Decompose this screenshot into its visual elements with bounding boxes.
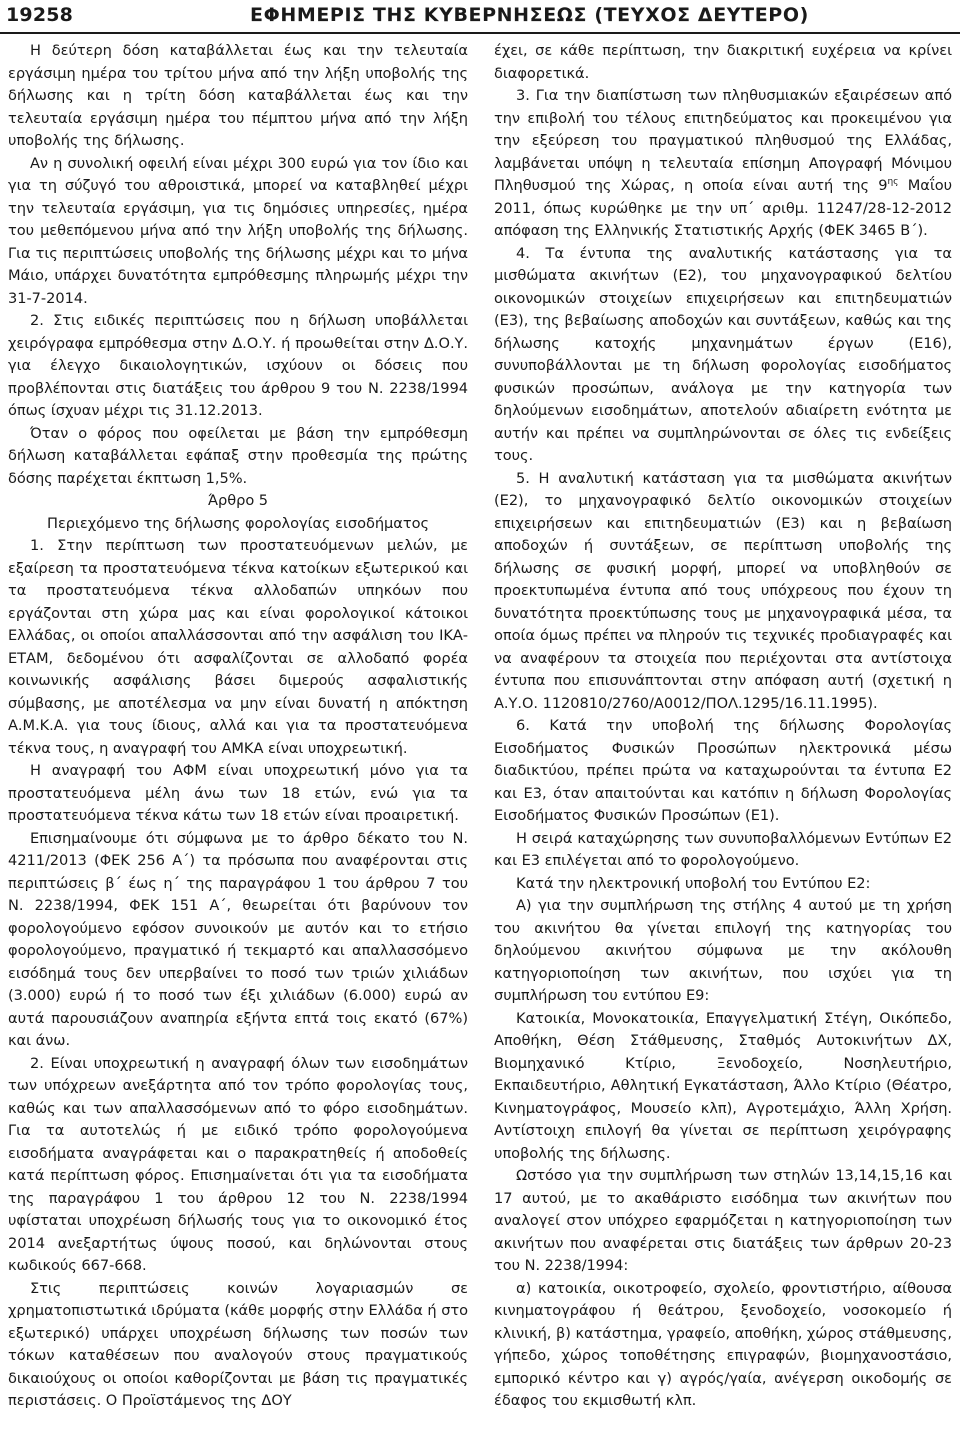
paragraph: 1. Στην περίπτωση των προστατευόμενων μελών, με εξαίρεση τα προστατευόμενα τέκνα κατοίκων εξωτερικού και τα προστατευόμενα τέκνα αλλοδαπών υπηκόων που εργάζονται στη χώρα μας και είναι φορολογικοί κάτοικοι Ελλάδας, οι οποίοι απαλλάσσονται από την ασφάλιση του ΙΚΑ-ΕΤΑΜ, δεδομένου ότι ασφαλίζονται σε αλλοδαπό φορέα κοινωνικής ασφάλισης βάσει διμερούς ασφαλιστικής σύμβασης, με αποτέλεσμα να μην είναι δυνατή η απόκτηση Α.Μ.Κ.Α. για τους ίδιους, αλλά και για τα προστατευόμενα τέκνα τους, η αναγραφή του ΑΜΚΑ είναι υποχρεωτική. <box>8 537 468 757</box>
paragraph: Αν η συνολική οφειλή είναι μέχρι 300 ευρώ για τον ίδιο και για τη σύζυγό του αθροιστικά, μπορεί να καταβληθεί μέχρι την τελευταία εργάσιμη, για τις δημόσιες υπηρεσίες, ημέρα του μεθεπόμενου μήνα από την λήξη υποβολής της δήλωσης. Για τις περιπτώσεις υποβολής της δήλωσης μέχρι και το μήνα Μάιο, υπάρχει δυνατότητα εμπρόθεσμης πληρωμής μέχρι την 31-7-2014. <box>8 154 468 307</box>
paragraph: Η δεύτερη δόση καταβάλλεται έως και την τελευταία εργάσιμη ημέρα του τρίτου μήνα από την λήξη υποβολής της δήλωσης και η τρίτη δόση καταβάλλεται έως και την τελευταία εργάσιμη ημέρα του πέμπτου μήνα από την λήξη υποβολής της δήλωσης. <box>8 42 468 149</box>
journal-title: ΕΦΗΜΕΡΙΣ ΤΗΣ ΚΥΒΕΡΝΗΣΕΩΣ (ΤΕΥΧΟΣ ΔΕΥΤΕΡΟ) <box>250 4 809 26</box>
paragraph: 6. Κατά την υποβολή της δήλωσης Φορολογίας Εισοδήματος Φυσικών Προσώπων ηλεκτρονικά μέσω διαδικτύου, πρέπει πρώτα να καταχωρούνται τα έντυπα Ε2 και Ε3, όταν απαιτούνται και κατόπιν η δήλωση Φορολογίας Εισοδήματος Φυσικών Προσώπων (Ε1). <box>494 717 952 824</box>
paragraph: α) κατοικία, οικοτροφείο, σχολείο, φροντιστήριο, αίθουσα κινηματογράφου ή θεάτρου, ξενοδοχείο, νοσοκομείο ή κλινική, β) κατάστημα, γραφείο, αποθήκη, χώρος στάθμευσης, γήπεδο, χώρος τοποθέτησης επιγραφών, βιομηχανοστάσιο, εμπορικό κέντρο και γ) αγρός/γαία, ανέγερση οικοδομής σε έδαφος του εκμισθωτή κλπ. <box>494 1279 953 1409</box>
paragraph: Α) για την συμπλήρωση της στήλης 4 αυτού με τη χρήση του ακινήτου θα γίνεται επιλογή της κατηγορίας του δηλούμενου ακινήτου σύμφωνα με την ακόλουθη κατηγοριοποίηση των ακινήτων, που ισχύει για τη συμπλήρωση του εντύπου Ε9: <box>494 897 952 1004</box>
paragraph: Στις περιπτώσεις κοινών λογαριασμών σε χρηματοπιστωτικά ιδρύματα (κάθε μορφής στην Ελλάδα ή στο εξωτερικό) υπάρχει υποχρέωση δήλωσης των ποσών των τόκων καταθέσεων που αναλογούν στους πραγματικούς δικαιούχους οι οποίοι καθορίζονται με βάση τις πραγματικές περιστάσεις. Ο Προϊστάμενος της ΔΟΥ <box>8 1279 469 1409</box>
header-rule <box>0 32 960 34</box>
right-column <box>494 40 952 1413</box>
paragraph-text: Μαΐου 2011, όπως κυρώθηκε με την υπ΄ αριθμ. 11247/28-12-2012 απόφαση της Ελληνικής Στατιστικής Αρχής (ΦΕΚ 3465 Β΄). <box>494 177 952 239</box>
article-heading: Άρθρο 5 <box>207 492 269 509</box>
paragraph: έχει, σε κάθε περίπτωση, την διακριτική ευχέρεια να κρίνει διαφορετικά. <box>494 42 952 82</box>
page-header <box>0 0 960 34</box>
paragraph-census <box>494 85 952 243</box>
paragraph: Η σειρά καταχώρησης των συνυποβαλλόμενων Εντύπων Ε2 και Ε3 επιλέγεται από το φορολογούμενο. <box>494 829 952 869</box>
paragraph: Ωστόσο για την συμπλήρωση των στηλών 13,14,15,16 και 17 αυτού, με το ακαθάριστο εισόδημα των ακινήτων που αναλογεί στον υπόχρεο εφαρμόζεται η κατηγοριοποίηση των ακινήτων που αναφέρεται στις διατάξεις των άρθρων 20-23 του Ν. 2238/1994: <box>494 1167 952 1274</box>
paragraph: Κατά την ηλεκτρονική υποβολή του Εντύπου Ε2: <box>516 874 871 892</box>
paragraph: Κατοικία, Μονοκατοικία, Επαγγελματική Στέγη, Οικόπεδο, Αποθήκη, Θέση Στάθμευσης, Σταθμός Αυτοκινήτων ΔΧ, Βιομηχανικό Κτίριο, Ξενοδοχείο, Νοσηλευτήριο, Εκπαιδευτήριο, Αθλητική Εγκατάσταση, Άλλο Κτίριο (Θέατρο, Κινηματογράφος, Μουσείο κλπ), Αγροτεμάχιο, Άλλη Χρήση. Αντίστοιχη επιλογή θα γίνεται σε περίπτωση χειρόγραφης υποβολής της δήλωσης. <box>494 1009 952 1162</box>
article-title: Περιεχόμενο της δήλωσης φορολογίας εισοδήματος <box>47 514 429 532</box>
paragraph: Επισημαίνουμε ότι σύμφωνα με το άρθρο δέκατο του Ν. 4211/2013 (ΦΕΚ 256 Α΄) τα πρόσωπα που αναφέρονται στις περιπτώσεις β΄ έως η΄ της παραγράφου 1 του άρθρου 7 του Ν. 2238/1994, ΦΕΚ 151 Α΄, θεωρείται ότι βαρύνουν τον φορολογούμενο εφόσον συνοικούν με αυτόν και το ετήσιο φορολογούμενο, πραγματικό ή τεκμαρτό και απαλλασσόμενο εισόδημά τους δεν υπερβαίνει το ποσό των τριών χιλιάδων (3.000) ευρώ ή το ποσό των έξι χιλιάδων (6.000) ευρώ αν αυτά παρουσιάζουν αναπηρία εξήντα επτά τοις εκατό (67%) και άνω. <box>8 829 468 1049</box>
ordinal-superscript: ης <box>887 177 899 188</box>
paragraph: 4. Τα έντυπα της αναλυτικής κατάστασης για τα μισθώματα ακινήτων (Ε2), του μηχανογραφικού δελτίου οικονομικών στοιχείων επιχειρήσεων και επιτηδευματιών (Ε3), της βεβαίωσης αποδοχών και συντάξεων, καθώς και της δήλωσης κατοχής μηχανημάτων έργων (Ε16), συνυποβάλλονται με τη δήλωση φορολογίας εισοδήματος φυσικών προσώπων, ανάλογα με την κατηγορία των δηλούμενων εισοδημάτων, αποτελούν αδιαίρετη ενότητα με αυτήν και πρέπει να συμπληρώνονται σε όλες τις ενδείξεις τους. <box>494 244 952 464</box>
paragraph: 2. Στις ειδικές περιπτώσεις που η δήλωση υποβάλλεται χειρόγραφα εμπρόθεσμα στην Δ.Ο.Υ. ή προωθείται στην Δ.Ο.Υ. για έλεγχο δικαιολογητικών, ισχύουν οι δόσεις που προβλέπονται στις διατάξεις του άρθρου 9 του Ν. 2238/1994 όπως ίσχυαν μέχρι τις 31.12.2013. <box>8 312 468 419</box>
paragraph-text: 3. Για την διαπίστωση των πληθυσμιακών εξαιρέσεων από την επιβολή του τέλους επιτηδεύματος και προκειμένου για την εξεύρεση του πραγματικού πληθυσμού της Ελλάδας, λαμβάνεται υπόψη η τελευταία επίσημη Απογραφή Μόνιμου Πληθυσμού της Χώρας, η οποία είναι αυτή της 9 <box>494 87 952 194</box>
paragraph: Όταν ο φόρος που οφείλεται με βάση την εμπρόθεσμη δήλωση καταβάλλεται εφάπαξ στην προθεσμία της πρώτης δόσης παρέχεται έκπτωση 1,5%. <box>8 424 468 487</box>
paragraph: Η αναγραφή του ΑΦΜ είναι υποχρεωτική μόνο για τα προστατευόμενα μέλη άνω των 18 ετών, ενώ για τα προστατευόμενα τέκνα κάτω των 18 ετών είναι προαιρετική. <box>8 762 468 824</box>
paragraph: 2. Είναι υποχρεωτική η αναγραφή όλων των εισοδημάτων των υπόχρεων ανεξάρτητα από τον τρόπο φορολογίας τους, καθώς και των απαλλασσόμενων από το φόρο εισοδημάτων. Για τα αυτοτελώς ή με ειδικό τρόπο φορολογούμενα εισοδήματα αναγράφεται και ο παρακρατηθείς ή αποδοθείς κατά περίπτωση φόρος. Επισημαίνεται ότι για τα εισοδήματα της παραγράφου 1 του άρθρου 12 του Ν. 2238/1994 υφίσταται υποχρέωση δήλωσής τους για το οικονομικό έτος 2014 ανεξαρτήτως ύψους ποσού, και δηλώνονται στους κωδικούς 667-668. <box>8 1054 468 1274</box>
paragraph: 5. Η αναλυτική κατάσταση για τα μισθώματα ακινήτων (Ε2), το μηχανογραφικό δελτίο οικονομικών στοιχείων επιχειρήσεων και επιτηδευματιών (Ε3) και η βεβαίωση αποδοχών ή συντάξεων, σε περίπτωση υποβολής της δήλωσης σε φυσική μορφή, μπορεί να υποβληθούν σε προεκτυπωμένα έντυπα από τους υπόχρεους που έχουν τη δυνατότητα προεκτύπωσης τους με μηχανογραφικά μέσα, τα οποία όμως πρέπει να πληρούν τις τεχνικές προδιαγραφές και να αναφέρουν τα στοιχεία που περιέχονται στα αντίστοιχα έντυπα που επισυνάπτονται στην απόφαση αυτή (σχετική η Α.Υ.Ο. 1120810/2760/Α0012/ΠΟΛ.1295/16.11.1995). <box>494 469 952 712</box>
page-number: 19258 <box>6 4 74 26</box>
left-column <box>8 40 468 1413</box>
